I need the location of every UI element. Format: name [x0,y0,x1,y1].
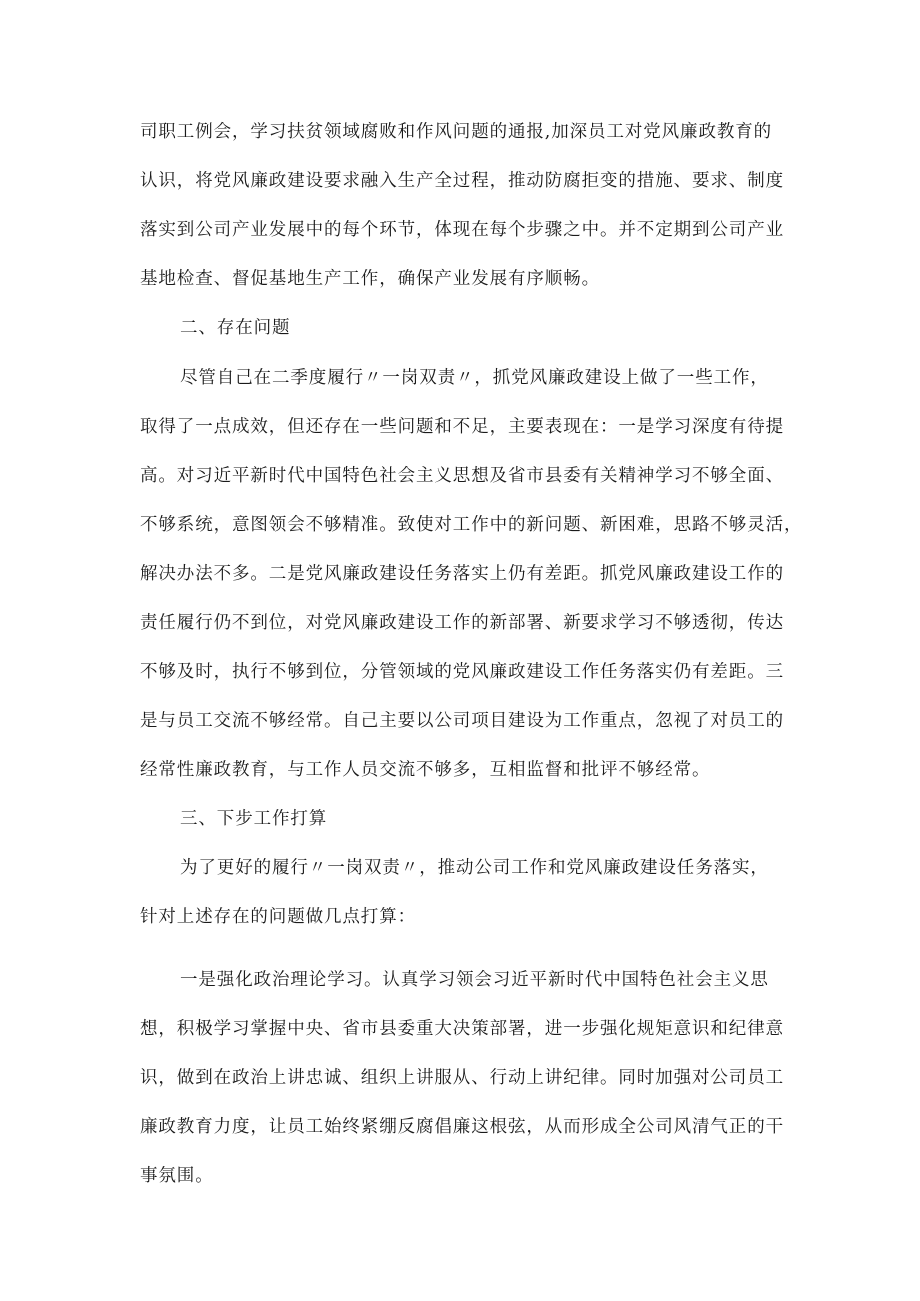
paragraph-line: 想，积极学习掌握中央、省市县委重大决策部署，进一步强化规矩意识和纪律意 [140,1019,784,1039]
paragraph-line: 尽管自己在二季度履行〃一岗双责〃，抓党风廉政建设上做了一些工作， [180,368,769,388]
section-heading-problems: 二、存在问题 [180,318,291,338]
paragraph-line: 不够系统，意图领会不够精准。致使对工作中的新问题、新困难，思路不够灵活， [140,515,803,535]
paragraph-line: 认识，将党风廉政建设要求融入生产全过程，推动防腐拒变的措施、要求、制度 [140,171,784,191]
paragraph-line: 不够及时，执行不够到位，分管领域的党风廉政建设工作任务落实仍有差距。三 [140,662,784,682]
paragraph-line: 是与员工交流不够经常。自己主要以公司项目建设为工作重点，忽视了对员工的 [140,711,784,731]
paragraph-line: 识，做到在政治上讲忠诚、组织上讲服从、行动上讲纪律。同时加强对公司员工 [140,1068,784,1088]
paragraph-line: 解决办法不多。二是党风廉政建设任务落实上仍有差距。抓党风廉政建设工作的 [140,564,784,584]
paragraph-line: 基地检查、督促基地生产工作，确保产业发展有序顺畅。 [140,269,600,289]
paragraph-line: 廉政教育力度，让员工始终紧绷反腐倡廉这根弦，从而形成全公司风清气正的干 [140,1117,784,1137]
paragraph-line: 为了更好的履行〃一岗双责〃，推动公司工作和党风廉政建设任务落实， [180,858,769,878]
paragraph-line: 一是强化政治理论学习。认真学习领会习近平新时代中国特色社会主义思 [180,970,769,990]
paragraph-line: 经常性廉政教育，与工作人员交流不够多，互相监督和批评不够经常。 [140,760,711,780]
paragraph-line: 针对上述存在的问题做几点打算： [140,907,416,927]
paragraph-line: 高。对习近平新时代中国特色社会主义思想及省市县委有关精神学习不够全面、 [140,466,784,486]
section-heading-next-steps: 三、下步工作打算 [180,809,328,829]
paragraph-line: 司职工例会，学习扶贫领域腐败和作风问题的通报,加深员工对党风廉政教育的 [140,122,773,142]
paragraph-line: 事氛围。 [140,1166,214,1186]
paragraph-line: 责任履行仍不到位，对党风廉政建设工作的新部署、新要求学习不够透彻，传达 [140,613,784,633]
paragraph-line: 落实到公司产业发展中的每个环节，体现在每个步骤之中。并不定期到公司产业 [140,220,784,240]
paragraph-line: 取得了一点成效，但还存在一些问题和不足，主要表现在：一是学习深度有待提 [140,417,784,437]
